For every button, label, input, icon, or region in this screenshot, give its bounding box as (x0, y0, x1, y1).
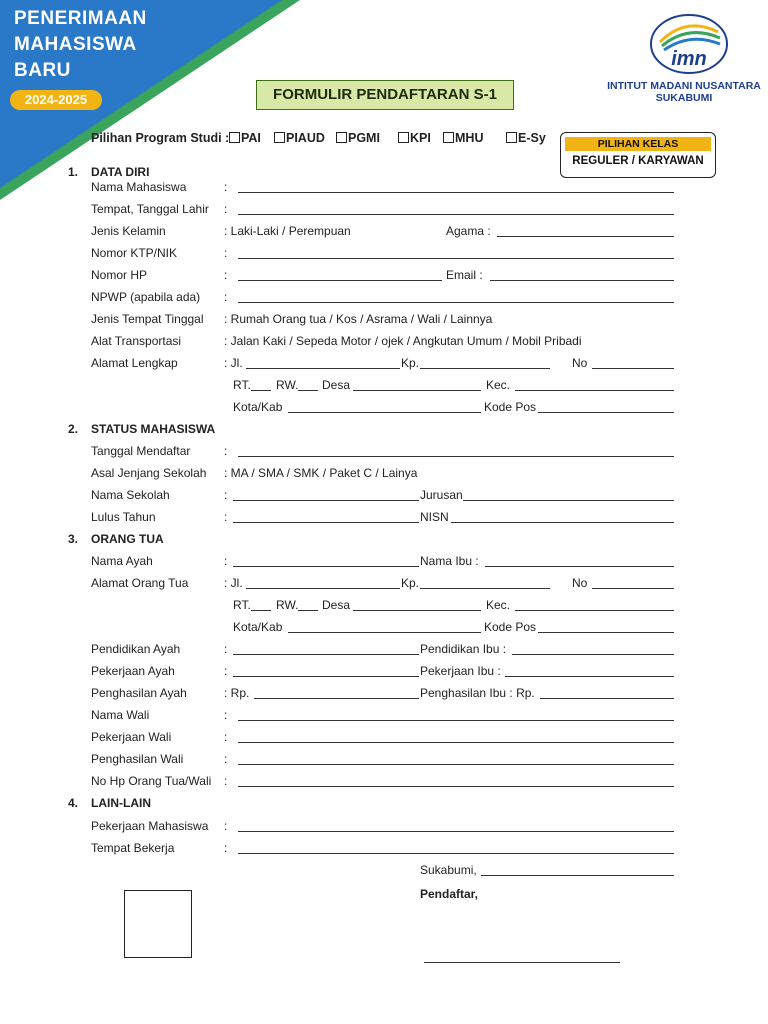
checkbox-icon[interactable] (443, 132, 454, 143)
program-option-piaud[interactable]: PIAUD (274, 131, 325, 145)
label-kode-pos: Kode Pos (484, 620, 537, 634)
year-badge: 2024-2025 (10, 90, 102, 110)
label-kp: Kp. (401, 356, 420, 370)
colon: : (224, 488, 228, 502)
ortu-no-field[interactable] (592, 588, 674, 589)
section-2-number: 2. (68, 422, 79, 436)
checkbox-icon[interactable] (506, 132, 517, 143)
label-no: No (572, 356, 588, 370)
label-penghasilan-ibu: Penghasilan Ibu : Rp. (420, 686, 535, 700)
photo-box[interactable] (124, 890, 192, 958)
colon: : (224, 444, 228, 458)
tanggal-mendaftar-field[interactable] (238, 456, 674, 457)
signature-place: Sukabumi, (420, 863, 477, 877)
colon: : (224, 180, 228, 194)
label-nama-mahasiswa: Nama Mahasiswa (91, 180, 187, 194)
ortu-rw-field[interactable] (298, 610, 318, 611)
ortu-kode-pos-field[interactable] (538, 632, 674, 633)
label-npwp: NPWP (apabila ada) (91, 290, 201, 304)
nama-sekolah-field[interactable] (233, 500, 419, 501)
colon: : (224, 290, 228, 304)
label-kec: Kec. (486, 598, 511, 612)
section-3-number: 3. (68, 532, 79, 546)
colon: : (224, 752, 228, 766)
label-asal-jenjang: Asal Jenjang Sekolah (91, 466, 207, 480)
colon: : (224, 268, 228, 282)
nama-mahasiswa-field[interactable] (238, 192, 674, 193)
label-no: No (572, 576, 588, 590)
nomor-ktp-field[interactable] (238, 258, 674, 259)
banner-line-3: BARU (14, 60, 71, 81)
ortu-kp-field[interactable] (420, 588, 550, 589)
label-pekerjaan-ayah: Pekerjaan Ayah (91, 664, 175, 678)
nama-ibu-field[interactable] (485, 566, 674, 567)
alamat-kode-pos-field[interactable] (538, 412, 674, 413)
penghasilan-ibu-field[interactable] (540, 698, 674, 699)
ortu-kota-field[interactable] (288, 632, 481, 633)
logo-text: imn (671, 48, 707, 70)
checkbox-icon[interactable] (336, 132, 347, 143)
label-rt: RT. (233, 598, 251, 612)
label-kec: Kec. (486, 378, 511, 392)
section-1-number: 1. (68, 165, 79, 179)
label-rw: RW. (276, 378, 299, 392)
program-option-pai[interactable]: PAI (229, 131, 261, 145)
program-option-kpi[interactable]: KPI (398, 131, 431, 145)
label-penghasilan-ayah: Penghasilan Ayah (91, 686, 187, 700)
alamat-kota-field[interactable] (288, 412, 481, 413)
alamat-kec-field[interactable] (515, 390, 674, 391)
label-nama-sekolah: Nama Sekolah (91, 488, 170, 502)
nama-wali-field[interactable] (238, 720, 674, 721)
section-4-title: LAIN-LAIN (91, 796, 151, 810)
label-pendidikan-ibu: Pendidikan Ibu : (420, 642, 507, 656)
npwp-field[interactable] (238, 302, 674, 303)
class-choice-box (560, 132, 716, 178)
alamat-rt-field[interactable] (251, 390, 271, 391)
label-pekerjaan-ibu: Pekerjaan Ibu : (420, 664, 501, 678)
banner-line-1: PENERIMAAN (14, 8, 147, 29)
label-alamat-lengkap: Alamat Lengkap (91, 356, 178, 370)
label-email: Email : (446, 268, 483, 282)
label-pendidikan-ayah: Pendidikan Ayah (91, 642, 181, 656)
label-jl: : Jl. (224, 576, 243, 590)
label-jenis-tempat-tinggal: Jenis Tempat Tinggal (91, 312, 204, 326)
checkbox-icon[interactable] (274, 132, 285, 143)
alamat-jl-field[interactable] (246, 368, 400, 369)
institution-name-line-1: INTITUT MADANI NUSANTARA (607, 80, 761, 92)
checkbox-icon[interactable] (229, 132, 240, 143)
pekerjaan-ibu-field[interactable] (505, 676, 674, 677)
institution-name-line-2: SUKABUMI (655, 92, 713, 104)
pekerjaan-wali-field[interactable] (238, 742, 674, 743)
label-desa: Desa (322, 598, 351, 612)
nisn-field[interactable] (451, 522, 674, 523)
program-option-pgmi[interactable]: PGMI (336, 131, 380, 145)
section-4-number: 4. (68, 796, 79, 810)
label-rp: : Rp. (224, 686, 250, 700)
label-tempat-tanggal-lahir: Tempat, Tanggal Lahir (91, 202, 209, 216)
label-nomor-ktp: Nomor KTP/NIK (91, 246, 178, 260)
nomor-hp-field[interactable] (238, 280, 442, 281)
label-jenis-kelamin: Jenis Kelamin (91, 224, 166, 238)
program-label: Pilihan Program Studi : (91, 131, 230, 145)
transportasi-options: : Jalan Kaki / Sepeda Motor / ojek / Angkutan Umum / Mobil Pribadi (224, 334, 582, 348)
label-agama: Agama : (446, 224, 491, 238)
section-2-title: STATUS MAHASISWA (91, 422, 216, 436)
banner-title (14, 6, 147, 84)
colon: : (224, 246, 228, 260)
agama-field[interactable] (497, 236, 674, 237)
lulus-tahun-field[interactable] (233, 522, 419, 523)
label-tempat-bekerja: Tempat Bekerja (91, 841, 175, 855)
label-rw: RW. (276, 598, 299, 612)
label-pekerjaan-mahasiswa: Pekerjaan Mahasiswa (91, 819, 209, 833)
label-nama-ibu: Nama Ibu : (420, 554, 479, 568)
label-lulus-tahun: Lulus Tahun (91, 510, 156, 524)
jenjang-options: : MA / SMA / SMK / Paket C / Lainya (224, 466, 418, 480)
email-field[interactable] (490, 280, 674, 281)
label-jurusan: Jurusan (420, 488, 463, 502)
penghasilan-wali-field[interactable] (238, 764, 674, 765)
header-banner (0, 0, 300, 200)
pendidikan-ayah-field[interactable] (233, 654, 419, 655)
no-hp-ortu-field[interactable] (238, 786, 674, 787)
banner-line-2: MAHASISWA (14, 34, 137, 55)
label-kota-kab: Kota/Kab (233, 620, 283, 634)
colon: : (224, 642, 228, 656)
checkbox-icon[interactable] (398, 132, 409, 143)
pekerjaan-ayah-field[interactable] (233, 676, 419, 677)
pekerjaan-mahasiswa-field[interactable] (238, 831, 674, 832)
colon: : (224, 841, 228, 855)
label-jl: : Jl. (224, 356, 243, 370)
signature-role: Pendaftar, (420, 887, 479, 901)
section-1-title: DATA DIRI (91, 165, 150, 179)
label-kode-pos: Kode Pos (484, 400, 537, 414)
program-option-mhu[interactable]: MHU (443, 131, 483, 145)
class-choice-title: PILIHAN KELAS (565, 137, 711, 151)
alamat-rw-field[interactable] (298, 390, 318, 391)
tempat-tanggal-lahir-field[interactable] (238, 214, 674, 215)
colon: : (224, 510, 228, 524)
institution-name (600, 80, 768, 104)
colon: : (224, 664, 228, 678)
colon: : (224, 819, 228, 833)
class-choice-value: REGULER / KARYAWAN (572, 155, 704, 167)
tempat-tinggal-options: : Rumah Orang tua / Kos / Asrama / Wali / Lainnya (224, 312, 493, 326)
label-tanggal-mendaftar: Tanggal Mendaftar (91, 444, 191, 458)
label-alat-transportasi: Alat Transportasi (91, 334, 182, 348)
label-pekerjaan-wali: Pekerjaan Wali (91, 730, 172, 744)
label-rt: RT. (233, 378, 251, 392)
colon: : (224, 554, 228, 568)
label-penghasilan-wali: Penghasilan Wali (91, 752, 184, 766)
institution-logo (648, 12, 730, 76)
label-alamat-orang-tua: Alamat Orang Tua (91, 576, 189, 590)
ortu-jl-field[interactable] (246, 588, 400, 589)
nama-ayah-field[interactable] (233, 566, 419, 567)
colon: : (224, 202, 228, 216)
signature-line[interactable] (424, 962, 620, 963)
jurusan-field[interactable] (463, 500, 674, 501)
form-title: FORMULIR PENDAFTARAN S-1 (256, 80, 514, 110)
label-nama-wali: Nama Wali (91, 708, 150, 722)
tempat-bekerja-field[interactable] (238, 853, 674, 854)
program-option-esy[interactable]: E-Sy (506, 131, 546, 145)
section-3-title: ORANG TUA (91, 532, 164, 546)
alamat-desa-field[interactable] (353, 390, 481, 391)
colon: : (224, 730, 228, 744)
pendidikan-ibu-field[interactable] (512, 654, 674, 655)
gender-options: : Laki-Laki / Perempuan (224, 224, 351, 238)
label-kota-kab: Kota/Kab (233, 400, 283, 414)
label-kp: Kp. (401, 576, 420, 590)
ortu-rt-field[interactable] (251, 610, 271, 611)
alamat-kp-field[interactable] (420, 368, 550, 369)
colon: : (224, 774, 228, 788)
label-nisn: NISN (420, 510, 449, 524)
label-desa: Desa (322, 378, 351, 392)
penghasilan-ayah-field[interactable] (254, 698, 419, 699)
label-nama-ayah: Nama Ayah (91, 554, 153, 568)
ortu-kec-field[interactable] (515, 610, 674, 611)
label-nomor-hp: Nomor HP (91, 268, 148, 282)
signature-date-field[interactable] (481, 875, 674, 876)
ortu-desa-field[interactable] (353, 610, 481, 611)
colon: : (224, 708, 228, 722)
alamat-no-field[interactable] (592, 368, 674, 369)
label-no-hp-ortu: No Hp Orang Tua/Wali (91, 774, 212, 788)
